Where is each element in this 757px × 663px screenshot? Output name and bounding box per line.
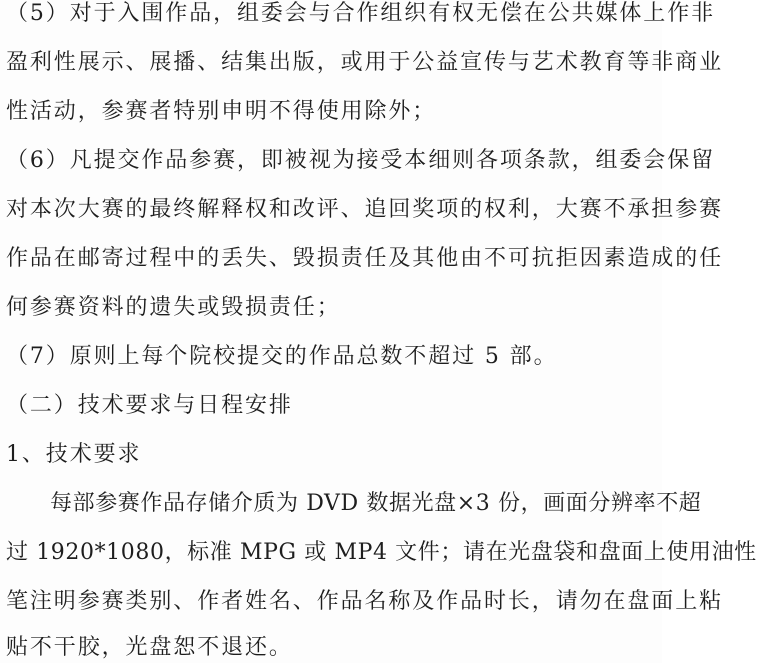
tech-paragraph-line-1: 每部参赛作品存储介质为 DVD 数据光盘×3 份，画面分辨率不超 bbox=[50, 491, 702, 516]
rule-6-line-4: 何参赛资料的遗失或毁损责任； bbox=[6, 295, 341, 320]
rule-5-line-1: （5）对于入围作品，组委会与合作组织有权无偿在公共媒体上作非 bbox=[6, 1, 715, 26]
rule-5-line-3: 性活动，参赛者特别申明不得使用除外； bbox=[6, 99, 437, 124]
subsection-heading: 1、技术要求 bbox=[6, 442, 142, 467]
tech-paragraph-line-3: 笔注明参赛类别、作者姓名、作品名称及作品时长，请勿在盘面上粘 bbox=[6, 589, 724, 614]
rule-5-line-2: 盈利性展示、展播、结集出版，或用于公益宣传与艺术教育等非商业 bbox=[6, 50, 724, 75]
tech-paragraph-line-4: 贴不干胶，光盘恕不退还。 bbox=[6, 635, 293, 660]
rule-6-line-2: 对本次大赛的最终解释权和改评、追回奖项的权利，大赛不承担参赛 bbox=[6, 197, 724, 222]
section-heading: （二）技术要求与日程安排 bbox=[6, 393, 293, 418]
rule-7-line-1: （7）原则上每个院校提交的作品总数不超过 5 部。 bbox=[6, 344, 558, 369]
tech-paragraph-line-2: 过 1920*1080，标准 MPG 或 MP4 文件；请在光盘袋和盘面上使用油性 bbox=[6, 540, 757, 565]
rule-6-line-3: 作品在邮寄过程中的丢失、毁损责任及其他由不可抗拒因素造成的任 bbox=[6, 246, 724, 271]
rule-6-line-1: （6）凡提交作品参赛，即被视为接受本细则各项条款，组委会保留 bbox=[6, 148, 715, 173]
